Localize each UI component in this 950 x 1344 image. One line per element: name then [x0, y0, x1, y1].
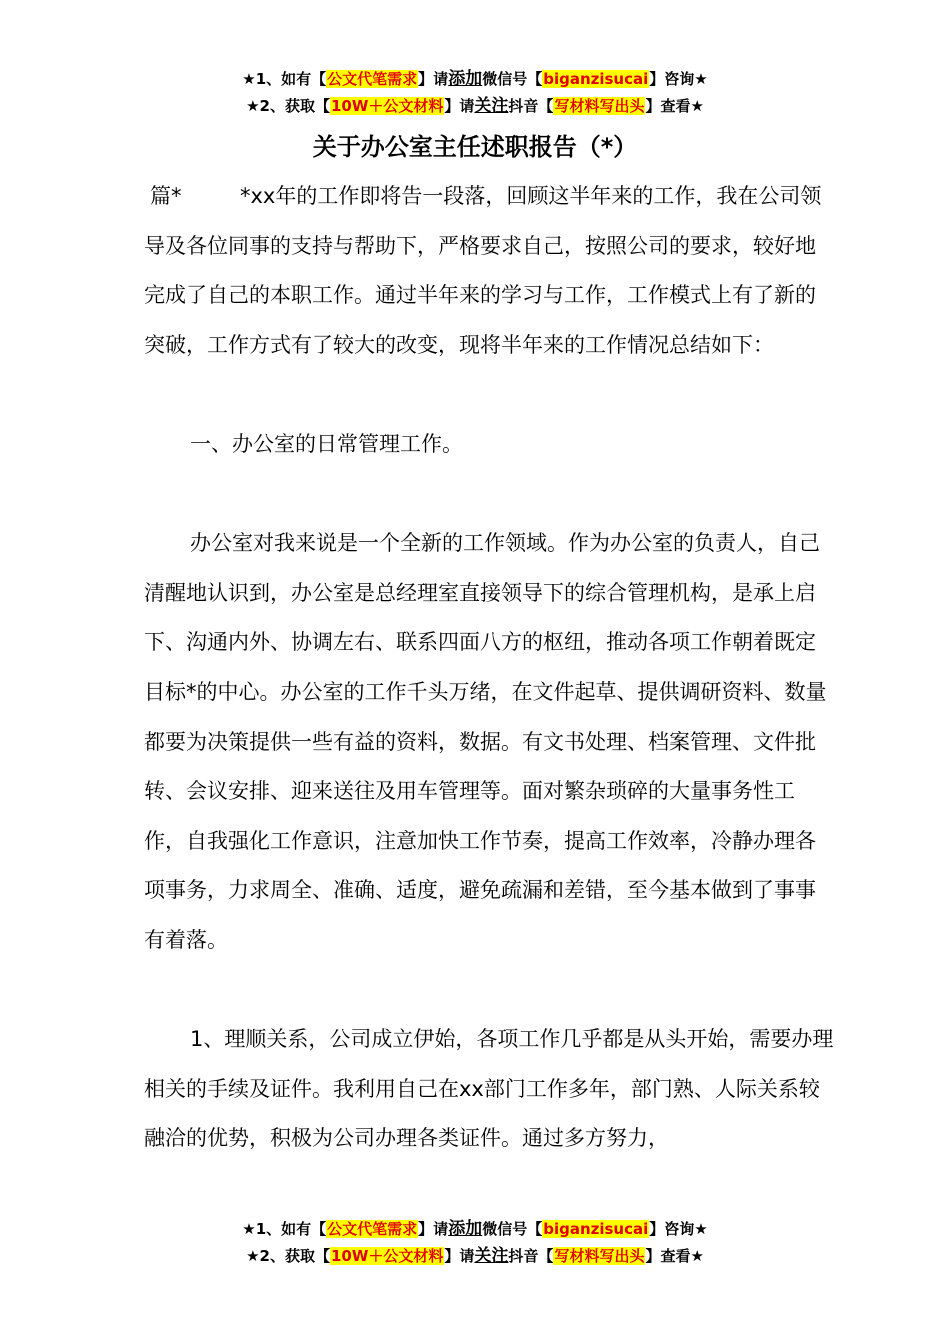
banner-highlight: biganzisucai — [543, 70, 649, 88]
banner-text: 微信号【 — [482, 70, 543, 88]
banner-text: 】请 — [444, 1247, 475, 1265]
banner-line-1 — [0, 1216, 950, 1243]
banner-text: 】查看★ — [645, 97, 704, 115]
banner-underline: 添加 — [448, 1219, 483, 1239]
banner-text: 】咨询★ — [649, 70, 708, 88]
banner-underline: 关注 — [474, 96, 509, 116]
banner-highlight: 公文代笔需求 — [327, 1220, 418, 1238]
banner-highlight: 10W＋公文材料 — [330, 1247, 444, 1265]
banner-text: 】请 — [418, 1220, 449, 1238]
banner-line-2 — [0, 1243, 950, 1270]
body-paragraph: 1、理顺关系，公司成立伊始，各项工作几乎都是从头开始，需要办理相关的手续及证件。我利用自己在xx部门工作多年，部门熟、人际关系较融洽的优势，积极为公司办理各类证件。通过多方努力， — [144, 1027, 834, 1151]
banner-text: 】请 — [418, 70, 449, 88]
banner-highlight: 公文代笔需求 — [327, 70, 418, 88]
banner-text: 】查看★ — [645, 1247, 704, 1265]
bottom-banner — [0, 1216, 950, 1270]
banner-line-1 — [0, 66, 950, 93]
banner-line-2 — [0, 93, 950, 120]
document-body — [144, 172, 834, 1164]
banner-text: ★2、获取【 — [246, 97, 330, 115]
banner-text: 抖音【 — [508, 1247, 554, 1265]
intro-paragraph — [144, 172, 834, 370]
banner-text: 抖音【 — [508, 97, 554, 115]
spacer — [144, 966, 834, 1016]
intro-text: *xx年的工作即将告一段落，回顾这半年来的工作，我在公司领导及各位同事的支持与帮助下，严格要求自己，按照公司的要求，较好地完成了自己的本职工作。通过半年来的学习与工作，工作模式上有了新的突破，工作方式有了较大的改变，现将半年来的工作情况总结如下： — [144, 184, 822, 357]
banner-text: 】咨询★ — [649, 1220, 708, 1238]
banner-underline: 关注 — [474, 1246, 509, 1266]
banner-text: 】请 — [444, 97, 475, 115]
banner-highlight: 10W＋公文材料 — [330, 97, 444, 115]
document-title: 关于办公室主任述职报告（*） — [312, 133, 638, 161]
banner-highlight: 写材料写出头 — [554, 1247, 645, 1265]
section-heading: 一、办公室的日常管理工作。 — [190, 431, 463, 456]
banner-text: ★1、如有【 — [242, 70, 327, 88]
top-banner — [0, 66, 950, 120]
body-paragraph: 办公室对我来说是一个全新的工作领域。作为办公室的负责人，自己清醒地认识到，办公室是总经理室直接领导下的综合管理机构，是承上启下、沟通内外、协调左右、联系四面八方的枢纽，推动各项工作朝着既定目标*的中心。办公室的工作千头万绪，在文件起草、提供调研资料、数量都要为决策提供一些有益的资料，数据。有文书处理、档案管理、文件批转、会议安排、迎来送往及用车管理等。面对繁杂琐碎的大量事务性工作，自我强化工作意识，注意加快工作节奏，提高工作效率，冷静办理各项事务，力求周全、准确、适度，避免疏漏和差错，至今基本做到了事事有着落。 — [144, 531, 827, 952]
banner-underline: 添加 — [448, 69, 483, 89]
intro-lead: 篇* — [150, 184, 182, 208]
banner-highlight: 写材料写出头 — [554, 97, 645, 115]
spacer — [144, 370, 834, 420]
banner-highlight: biganzisucai — [543, 1220, 649, 1238]
banner-text: 微信号【 — [482, 1220, 543, 1238]
spacer — [144, 470, 834, 520]
banner-text: ★2、获取【 — [246, 1247, 330, 1265]
banner-text: ★1、如有【 — [242, 1220, 327, 1238]
